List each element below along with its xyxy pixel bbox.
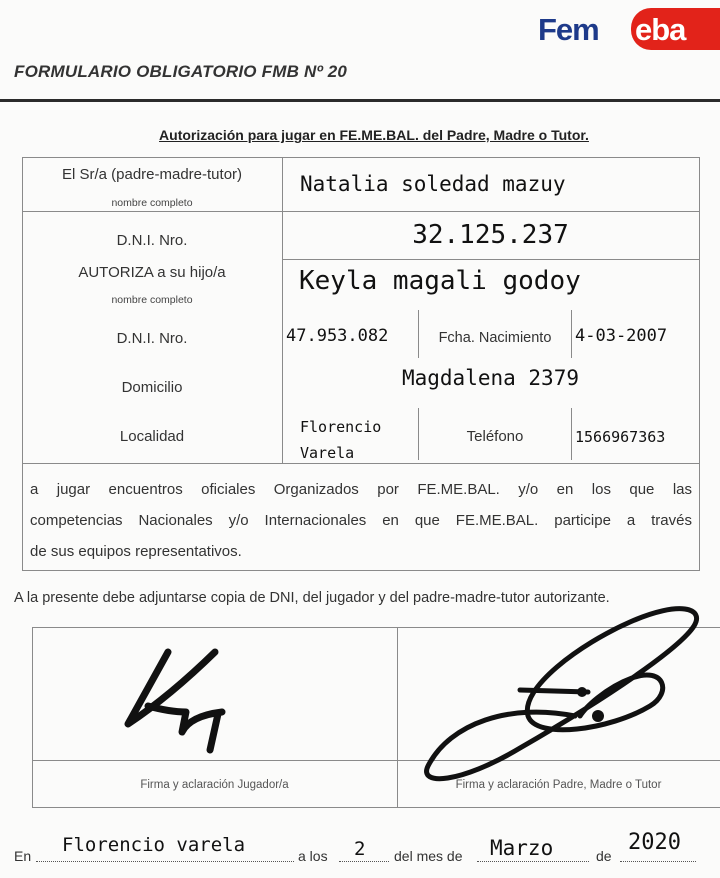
parent-sublabel: nombre completo: [111, 197, 193, 209]
birth-date-value: 4-03-2007: [575, 326, 668, 346]
footer-de-label: de: [596, 848, 612, 864]
parent-dni-label: D.N.I. Nro.: [116, 232, 188, 249]
paragraph-line: de sus equipos representativos.: [30, 543, 242, 560]
table-divider: [22, 211, 699, 212]
paragraph-line: competencias Nacionales y/o Internacionales en que FE.ME.BAL. participe a través: [30, 512, 692, 529]
footer-month-line: [477, 861, 589, 862]
attachment-notice: A la presente debe adjuntarse copia de DNI, del jugador y del padre-madre-tutor autorizante.: [14, 590, 610, 606]
address-label: Domicilio: [121, 379, 183, 396]
footer-year-line: [620, 861, 696, 862]
child-dni-label: D.N.I. Nro.: [116, 330, 188, 347]
form-subtitle: Autorización para jugar en FE.ME.BAL. del Padre, Madre o Tutor.: [159, 127, 589, 143]
footer-day-value: 2: [354, 838, 366, 860]
parent-signature-caption: Firma y aclaración Padre, Madre o Tutor: [455, 779, 662, 791]
parent-signature: [410, 598, 710, 788]
address-value: Magdalena 2379: [401, 366, 579, 390]
footer-place-line: [36, 861, 294, 862]
footer-en-label: En: [14, 848, 32, 864]
header-rule: [0, 99, 720, 102]
birth-date-label: Fcha. Nacimiento: [438, 330, 552, 346]
table-divider: [571, 310, 572, 358]
table-divider: [571, 408, 572, 460]
player-signature: [110, 640, 250, 770]
footer-mes-label: del mes de: [394, 848, 463, 864]
city-value-line1: Florencio: [300, 418, 382, 436]
child-label: AUTORIZA a su hijo/a: [78, 264, 226, 281]
table-divider: [282, 157, 283, 463]
footer-a-los-label: a los: [298, 848, 328, 864]
child-sublabel: nombre completo: [111, 294, 193, 306]
footer-day-line: [339, 861, 389, 862]
parent-name-value: Natalia soledad mazuy: [300, 172, 566, 196]
paragraph-line: a jugar encuentros oficiales Organizados por FE.ME.BAL. y/o en los que las: [30, 481, 692, 498]
child-dni-value: 47.953.082: [286, 326, 389, 346]
table-divider: [22, 463, 699, 464]
parent-dni-value: 32.125.237: [412, 220, 569, 250]
form-title: FORMULARIO OBLIGATORIO FMB Nº 20: [14, 62, 348, 81]
child-name-value: Keyla magali godoy: [299, 266, 581, 296]
player-signature-caption: Firma y aclaración Jugador/a: [140, 779, 289, 791]
city-value-line2: Varela: [300, 444, 355, 462]
logo-text-part1: Fem: [538, 12, 599, 47]
footer-place-value: Florencio varela: [62, 834, 246, 856]
footer-year-value: 2020: [628, 830, 681, 855]
logo-text-part2: eba: [635, 12, 686, 47]
table-divider: [282, 259, 699, 260]
footer-month-value: Marzo: [490, 836, 554, 860]
parent-label: El Sr/a (padre-madre-tutor): [61, 166, 243, 183]
femeba-logo: [538, 6, 720, 50]
authorization-paragraph: [30, 474, 692, 567]
phone-value: 1566967363: [575, 428, 666, 446]
phone-label: Teléfono: [466, 428, 524, 445]
city-label: Localidad: [119, 428, 185, 445]
